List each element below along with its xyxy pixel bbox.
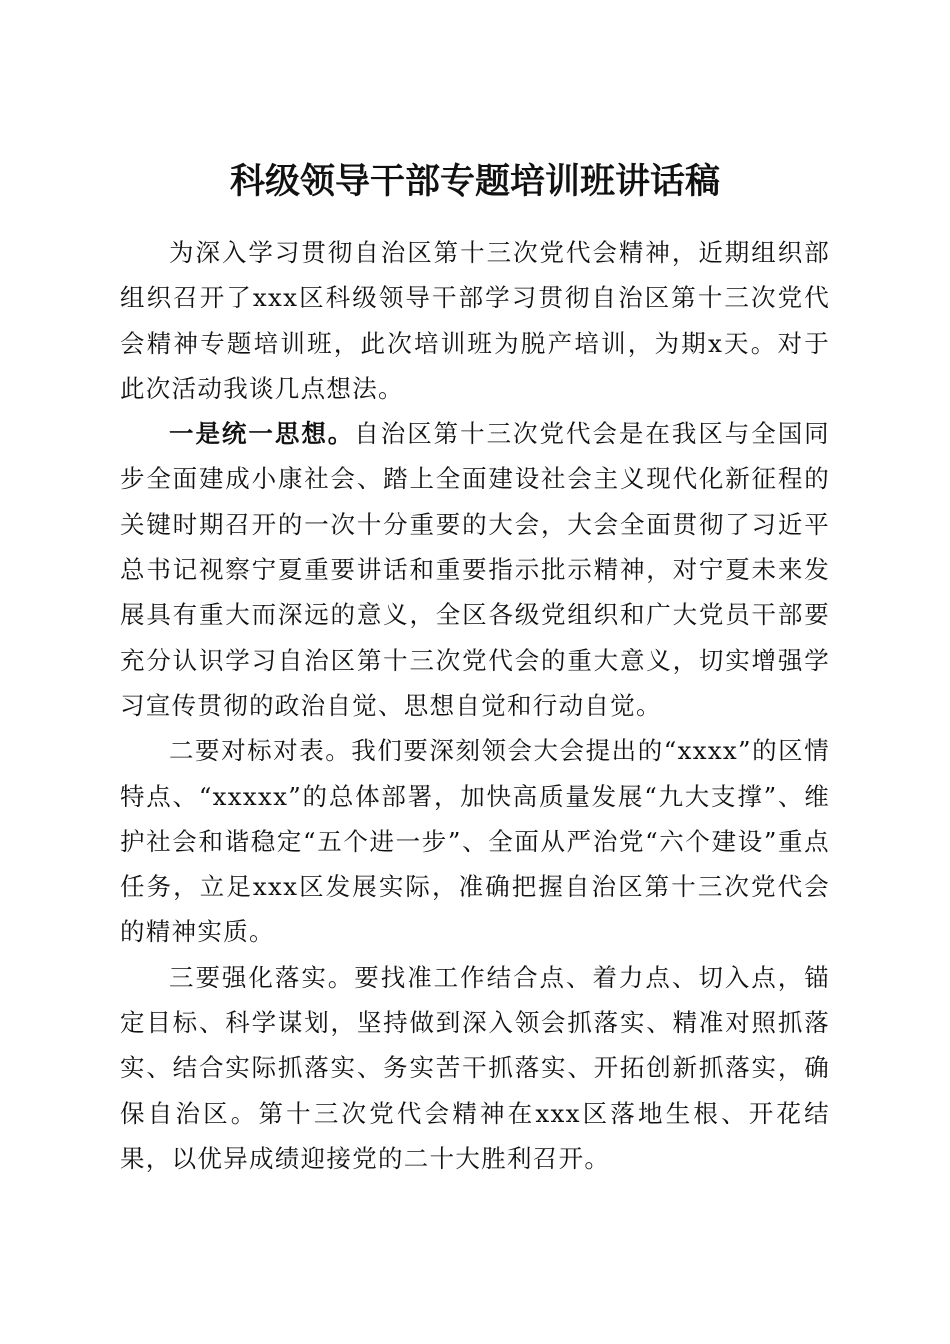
paragraph-text: 为深入学习贯彻自治区第十三次党代会精神，近期组织部组织召开了xxx区科级领导干部学习贯彻自治区第十三次党代会精神专题培训班，此次培训班为脱产培训，为期x天。对于此次活动我谈几点想法。	[120, 238, 830, 403]
paragraph-intro	[120, 230, 830, 411]
paragraph-point-one	[120, 411, 830, 728]
document-title: 科级领导干部专题培训班讲话稿	[229, 161, 720, 203]
paragraph-text: 三要强化落实。要找准工作结合点、着力点、切入点，锚定目标、科学谋划，坚持做到深入领会抓落实、精准对照抓落实、结合实际抓落实、务实苦干抓落实、开拓创新抓落实，确保自治区。第十三次党代会精神在xxx区落地生根、开花结果，以优异成绩迎接党的二十大胜利召开。	[120, 962, 830, 1173]
paragraph-point-three	[120, 955, 830, 1181]
document-body	[120, 230, 830, 1181]
paragraph-point-two	[120, 728, 830, 954]
paragraph-lead: 一是统一思想。	[169, 419, 355, 449]
paragraph-text: 二要对标对表。我们要深刻领会大会提出的“xxxx”的区情特点、“xxxxx”的总体部署，加快高质量发展“九大支撑”、维护社会和谐稳定“五个进一步”、全面从严治党“六个建设”重点任务，立足xxx区发展实际，准确把握自治区第十三次党代会的精神实质。	[120, 736, 830, 947]
paragraph-text: 自治区第十三次党代会是在我区与全国同步全面建成小康社会、踏上全面建设社会主义现代化新征程的关键时期召开的一次十分重要的大会，大会全面贯彻了习近平总书记视察宁夏重要讲话和重要指示批示精神，对宁夏未来发展具有重大而深远的意义，全区各级党组织和广大党员干部要充分认识学习自治区第十三次党代会的重大意义，切实增强学习宣传贯彻的政治自觉、思想自觉和行动自觉。	[120, 419, 830, 720]
